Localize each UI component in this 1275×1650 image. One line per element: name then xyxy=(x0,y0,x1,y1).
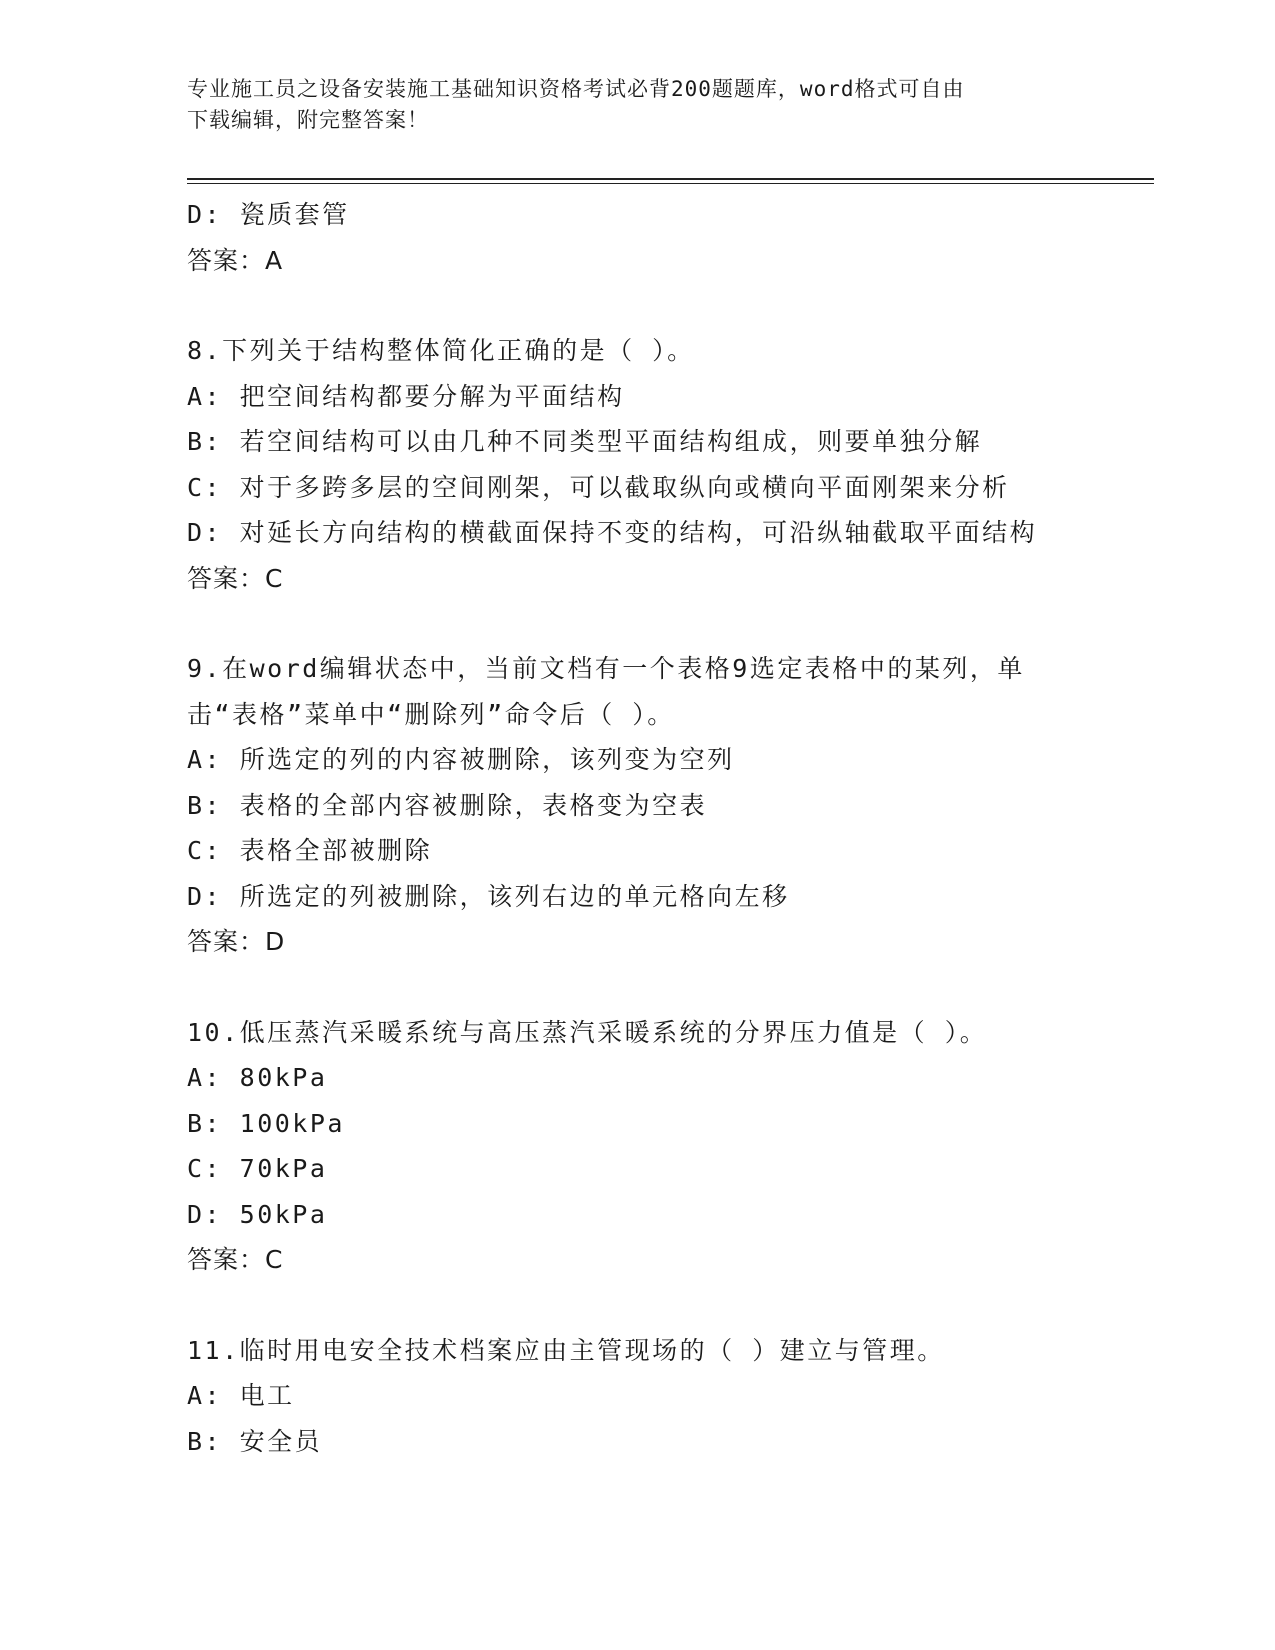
q7-option-d: D: 瓷质套管 xyxy=(187,200,350,229)
spacer xyxy=(187,1283,1087,1328)
question-stem: 9.在word编辑状态中，当前文档有一个表格9选定表格中的某列，单 xyxy=(187,654,1025,683)
q7-answer: 答案：A xyxy=(187,245,284,275)
question-11 xyxy=(187,1328,1087,1465)
question-stem: 11.临时用电安全技术档案应由主管现场的（ ）建立与管理。 xyxy=(187,1335,945,1365)
option-b: B: 安全员 xyxy=(187,1426,323,1456)
header-rule-thin xyxy=(187,183,1154,184)
question-8 xyxy=(187,328,1087,601)
header-title-line1: 专业施工员之设备安装施工基础知识资格考试必背200题题库，word格式可自由 xyxy=(187,77,965,101)
header-title-line2: 下载编辑，附完整答案！ xyxy=(187,108,429,132)
answer: 答案：C xyxy=(187,1245,284,1274)
header-rule-thick xyxy=(187,178,1154,180)
question-10 xyxy=(187,1010,1087,1283)
option-b: B: 表格的全部内容被删除，表格变为空表 xyxy=(187,790,708,820)
option-c: C: 对于多跨多层的空间刚架，可以截取纵向或横向平面刚架来分析 xyxy=(187,472,1010,502)
option-d: D: 50kPa xyxy=(187,1199,328,1229)
option-a: A: 所选定的列的内容被删除，该列变为空列 xyxy=(187,745,735,774)
option-b: B: 若空间结构可以由几种不同类型平面结构组成，则要单独分解 xyxy=(187,427,983,456)
spacer xyxy=(187,283,1087,328)
option-d: D: 所选定的列被删除，该列右边的单元格向左移 xyxy=(187,881,790,911)
answer: 答案：D xyxy=(187,927,286,956)
question-stem: 8.下列关于结构整体简化正确的是（ ）。 xyxy=(187,336,695,365)
document-header xyxy=(187,74,1087,136)
question-list xyxy=(187,192,1087,1464)
question-stem-cont: 击“表格”菜单中“删除列”命令后（ ）。 xyxy=(187,699,675,729)
spacer xyxy=(187,965,1087,1010)
option-a: A: 电工 xyxy=(187,1381,295,1410)
answer: 答案：C xyxy=(187,563,284,593)
option-a: A: 80kPa xyxy=(187,1063,328,1092)
question-stem: 10.低压蒸汽采暖系统与高压蒸汽采暖系统的分界压力值是（ ）。 xyxy=(187,1017,988,1047)
spacer xyxy=(187,601,1087,646)
option-a: A: 把空间结构都要分解为平面结构 xyxy=(187,381,625,411)
option-c: C: 70kPa xyxy=(187,1154,328,1183)
option-c: C: 表格全部被删除 xyxy=(187,836,433,865)
option-d: D: 对延长方向结构的横截面保持不变的结构，可沿纵轴截取平面结构 xyxy=(187,518,1038,547)
question-9 xyxy=(187,646,1087,965)
option-b: B: 100kPa xyxy=(187,1108,345,1138)
